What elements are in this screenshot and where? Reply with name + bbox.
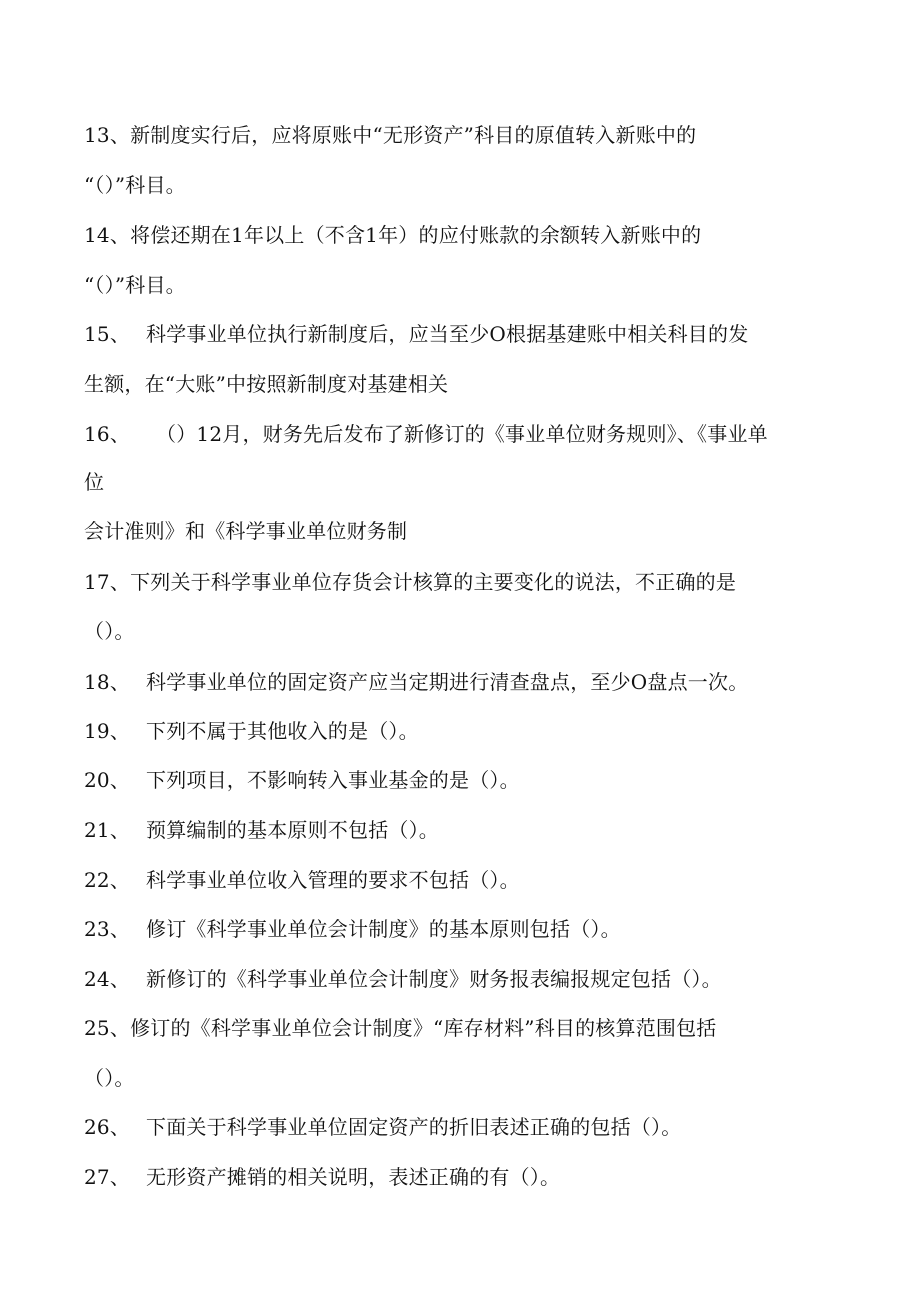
question-text: “（）”科目。 xyxy=(84,273,186,297)
question-15-continued xyxy=(84,371,844,397)
question-text: 下列关于科学事业单位存货会计核算的主要变化的说法，不正确的是 xyxy=(130,570,737,594)
question-16-continued xyxy=(84,469,844,495)
question-13 xyxy=(84,122,844,148)
question-text: 科学事业单位的固定资产应当定期进行清查盘点，至少O盘点一次。 xyxy=(146,670,749,694)
question-25 xyxy=(84,1015,844,1041)
question-19 xyxy=(84,718,844,744)
question-text: （）12月，财务先后发布了新修订的《事业单位财务规则》、《事业单 xyxy=(156,422,768,446)
question-number: 20、 xyxy=(84,768,131,792)
question-text: 下列不属于其他收入的是（）。 xyxy=(146,719,419,743)
question-text: 会计准则》和《科学事业单位财务制 xyxy=(84,519,408,543)
question-text: “（）”科目。 xyxy=(84,173,186,197)
question-text: 修订的《科学事业单位会计制度》“库存材料”科目的核算范围包括 xyxy=(130,1016,717,1040)
question-27 xyxy=(84,1164,844,1190)
question-number: 17、 xyxy=(84,570,131,594)
question-text: 下列项目，不影响转入事业基金的是（）。 xyxy=(146,768,520,792)
question-text: （）。 xyxy=(84,619,135,643)
question-number: 19、 xyxy=(84,719,131,743)
question-number: 25、 xyxy=(84,1016,131,1040)
question-17 xyxy=(84,569,844,595)
question-text: 新修订的《科学事业单位会计制度》财务报表编报规定包括（）。 xyxy=(146,967,722,991)
question-number: 15、 xyxy=(84,322,131,346)
question-number: 21、 xyxy=(84,818,131,842)
question-16 xyxy=(84,421,844,447)
question-22 xyxy=(84,867,844,893)
question-number: 27、 xyxy=(84,1165,131,1189)
question-text: 新制度实行后，应将原账中“无形资产”科目的原值转入新账中的 xyxy=(130,123,697,147)
question-number: 14、 xyxy=(84,223,131,247)
question-text: （）。 xyxy=(84,1066,135,1090)
question-number: 24、 xyxy=(84,967,131,991)
question-text: 修订《科学事业单位会计制度》的基本原则包括（）。 xyxy=(146,917,621,941)
question-14 xyxy=(84,222,844,248)
question-24 xyxy=(84,966,844,992)
question-text: 生额，在“大账”中按照新制度对基建相关 xyxy=(84,372,449,396)
question-17-continued xyxy=(84,618,844,644)
question-number: 22、 xyxy=(84,868,131,892)
question-26 xyxy=(84,1114,844,1140)
question-20 xyxy=(84,767,844,793)
question-text: 无形资产摊销的相关说明，表述正确的有（）。 xyxy=(146,1165,561,1189)
question-text: 科学事业单位收入管理的要求不包括（）。 xyxy=(146,868,520,892)
question-21 xyxy=(84,817,844,843)
question-13-continued xyxy=(84,172,844,198)
question-number: 13、 xyxy=(84,123,131,147)
question-number: 23、 xyxy=(84,917,131,941)
question-text: 科学事业单位执行新制度后，应当至少O根据基建账中相关科目的发 xyxy=(146,322,749,346)
question-number: 18、 xyxy=(84,670,131,694)
question-23 xyxy=(84,916,844,942)
question-text: 下面关于科学事业单位固定资产的折旧表述正确的包括（）。 xyxy=(146,1115,682,1139)
question-number: 16、 xyxy=(84,422,131,446)
question-text: 将偿还期在1年以上（不含1年）的应付账款的余额转入新账中的 xyxy=(130,223,702,247)
question-16-continued-2 xyxy=(84,518,844,544)
question-number: 26、 xyxy=(84,1115,131,1139)
question-15 xyxy=(84,321,844,347)
question-14-continued xyxy=(84,272,844,298)
question-18 xyxy=(84,669,844,695)
question-text: 位 xyxy=(84,470,105,494)
question-25-continued xyxy=(84,1065,844,1091)
question-text: 预算编制的基本原则不包括（）。 xyxy=(146,818,439,842)
